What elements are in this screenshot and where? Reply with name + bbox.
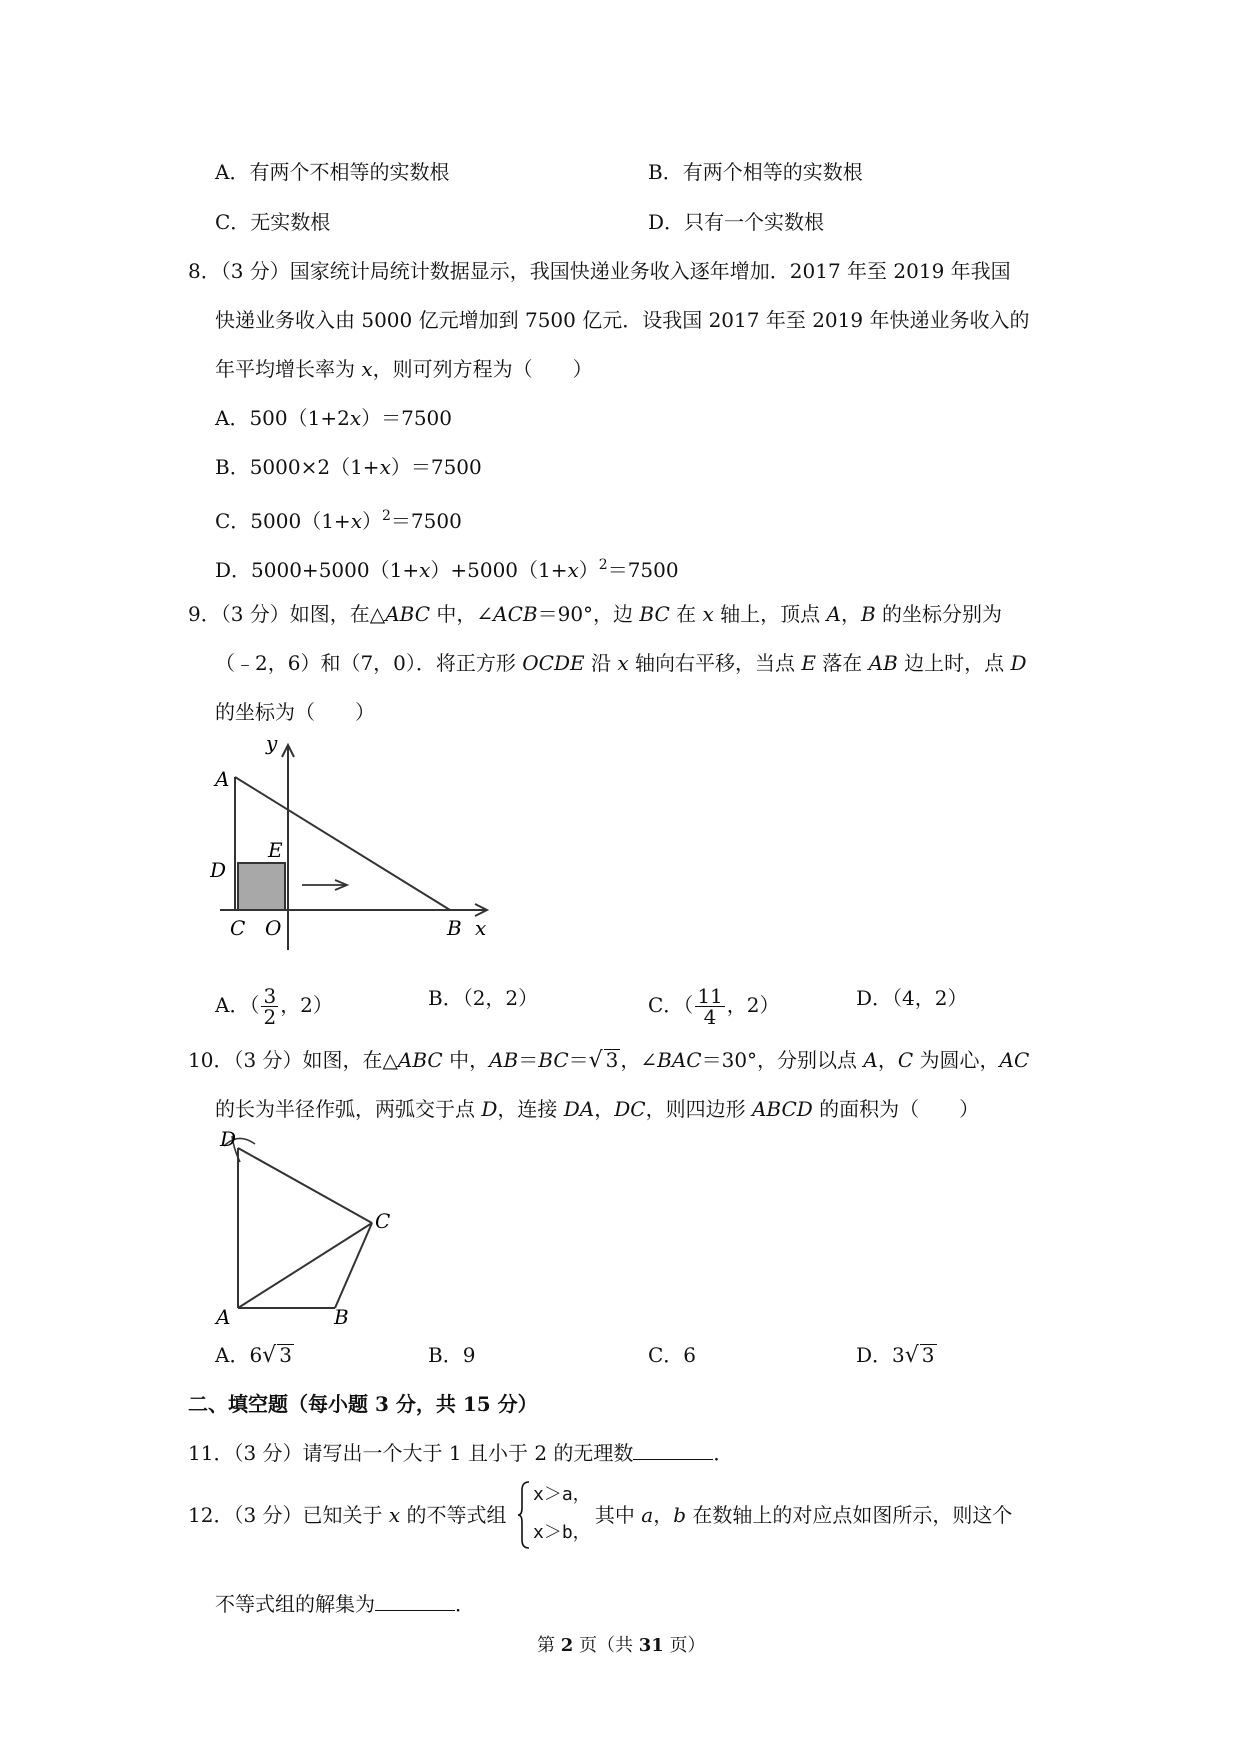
q8-line1: 8．（3 分）国家统计局统计数据显示，我国快递业务收入逐年增加．2017 年至 2019 年我国 <box>188 259 1011 283</box>
q12-system-line1: x＞a， <box>533 1484 591 1505</box>
q12-brace-icon <box>517 1480 531 1550</box>
q12-inequality-system <box>517 1480 597 1550</box>
q9-line3: 的坐标为（ ） <box>215 700 375 724</box>
q10-figure <box>210 1128 410 1328</box>
q10-side-ac <box>238 1223 372 1308</box>
q8-option-c: C．$5000(1+x)^2=7500$ <box>215 508 462 533</box>
q9-option-b: B．（2，2） <box>428 986 539 1010</box>
q9-label-d: D <box>210 858 227 882</box>
q12-system-line2: x＞b， <box>533 1522 591 1543</box>
q10-line1: 10．（3 分）如图，在△ABC 中，AB＝BC＝√ 3 ，∠BAC＝30°，分别以点 A，C 为圆心，AC <box>188 1048 1030 1073</box>
q8-option-a: A．500（1+2x）＝7500 <box>215 406 453 430</box>
q10-label-c: C <box>375 1209 391 1233</box>
q9-square-ocde <box>238 863 285 910</box>
q9-label-b: B <box>447 916 462 940</box>
q10-option-c: C．6 <box>648 1343 697 1367</box>
q12-answer-blank <box>375 1592 455 1611</box>
q9-option-d: D．（4，2） <box>856 986 968 1010</box>
q9-line1: 9．（3 分）如图，在△ABC 中，∠ACB＝90°，边 BC 在 x 轴上，顶点 A，B 的坐标分别为 <box>188 602 1003 626</box>
q10-side-dc <box>238 1148 372 1223</box>
q10-label-b: B <box>334 1305 349 1328</box>
q9-figure <box>210 735 500 955</box>
q7-option-b: B．有两个相等的实数根 <box>648 160 863 184</box>
q10-option-b: B．9 <box>428 1343 476 1367</box>
page-footer: 第 2 页（共 31 页） <box>537 1635 706 1656</box>
q9-label-e: E <box>268 838 283 862</box>
section2-heading: 二、填空题（每小题 3 分，共 15 分） <box>188 1392 538 1416</box>
q10-label-a: A <box>216 1305 231 1328</box>
q7-option-c: C．无实数根 <box>215 210 331 234</box>
q7-option-a: A．有两个不相等的实数根 <box>215 160 450 184</box>
q9-option-c: C．（ $\frac{11}{4}$ ，2） <box>648 984 780 1029</box>
q9-label-x: x <box>475 916 487 940</box>
q11-answer-blank <box>633 1441 713 1460</box>
q8-option-d: D．$5000+5000(1+x)+5000(1+x)^2=7500$ <box>215 557 679 582</box>
q10-line2: 的长为半径作弧，两弧交于点 D，连接 DA，DC，则四边形 ABCD 的面积为（ ） <box>215 1097 980 1121</box>
q10-label-d: D <box>220 1128 237 1151</box>
q8-option-b: B．5000×2（1+x）＝7500 <box>215 455 482 479</box>
q8-line3: 年平均增长率为 x，则可列方程为（ ） <box>215 357 593 381</box>
q9-label-c: C <box>230 916 246 940</box>
q7-option-d: D．只有一个实数根 <box>648 210 825 234</box>
q11-text: 11．（3 分）请写出一个大于 1 且小于 2 的无理数 ． <box>188 1441 734 1465</box>
q10-option-a: A．6√ 3 <box>215 1343 292 1368</box>
q12-line2: 不等式组的解集为 ． <box>215 1592 475 1616</box>
q9-label-o: O <box>265 916 282 940</box>
q9-label-y: y <box>266 735 278 755</box>
q9-option-a: A．（ $\frac{3}{2}$ ，2） <box>215 984 333 1029</box>
q9-label-a: A <box>215 767 230 791</box>
q8-line2: 快递业务收入由 5000 亿元增加到 7500 亿元．设我国 2017 年至 2019 年快递业务收入的 <box>215 308 1030 332</box>
q12-line1: 12．（3 分）已知关于 x 的不等式组 其中 a，b 在数轴上的对应点如图所示，则这个 <box>188 1503 1013 1527</box>
q9-line2: （﹣2，6）和（7，0）．将正方形 OCDE 沿 x 轴向右平移，当点 E 落在 AB 边上时，点 D <box>215 651 1027 675</box>
q10-option-d: D．3√ 3 <box>856 1343 935 1368</box>
